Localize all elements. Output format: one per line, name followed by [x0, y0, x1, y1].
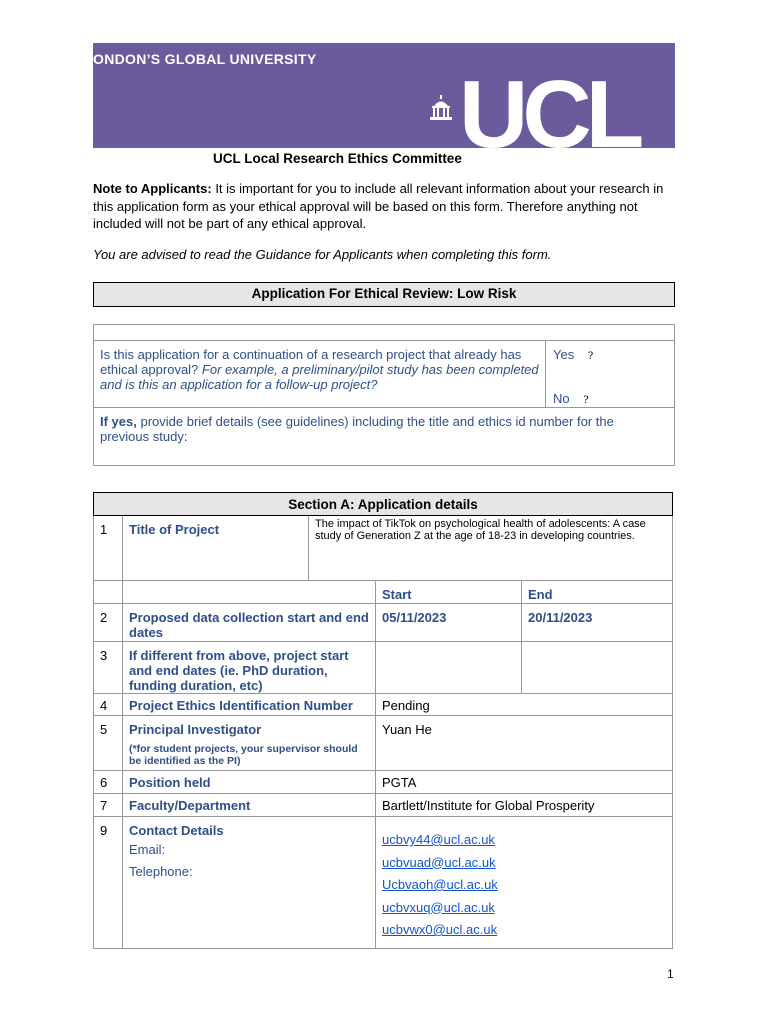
- row-number: 3: [94, 642, 123, 694]
- continuation-table: [93, 324, 675, 466]
- title-of-project-value[interactable]: The impact of TikTok on psychological health of adolescents: A case study of Generation Z at the age of 18-23 in developing countries.: [309, 516, 673, 581]
- faculty-department-label: Faculty/Department: [123, 794, 376, 817]
- alternative-dates-label: If different from above, project start and end dates (ie. PhD duration, funding duration, etc): [123, 642, 376, 694]
- committee-title: UCL Local Research Ethics Committee: [213, 151, 462, 166]
- principal-investigator-label-cell: [123, 716, 376, 771]
- section-a-header-row: [94, 493, 673, 516]
- if-yes-details: [100, 414, 660, 444]
- row-faculty-department: [94, 794, 673, 817]
- row-number: 6: [94, 771, 123, 794]
- guidance-advice: You are advised to read the Guidance for Applicants when completing this form.: [93, 247, 552, 262]
- yes-checkbox[interactable]: ?: [587, 351, 594, 362]
- email-link[interactable]: ucbvuad@ucl.ac.uk: [382, 854, 496, 870]
- email-label: Email:: [129, 842, 166, 857]
- section-a-title: Section A: Application details: [94, 493, 673, 516]
- row-principal-investigator: [94, 716, 673, 771]
- faculty-department-value[interactable]: Bartlett/Institute for Global Prosperity: [376, 794, 673, 817]
- if-yes-label: If yes,: [100, 414, 137, 429]
- ethics-id-label: Project Ethics Identification Number: [123, 694, 376, 716]
- note-text: It is important for you to include all relevant information about your research in this application form as your ethical approval will be based on this form. Therefore anything not included will not be part of any ethical approval.: [93, 181, 664, 231]
- email-link[interactable]: ucbvy44@ucl.ac.uk: [382, 832, 495, 847]
- contact-details-label-cell: [123, 817, 376, 949]
- alternative-start-value[interactable]: [376, 642, 522, 694]
- telephone-label: Telephone:: [129, 864, 193, 879]
- row-title-of-project: [94, 516, 673, 581]
- end-header: End: [522, 581, 673, 604]
- email-link[interactable]: ucbvwx0@ucl.ac.uk: [382, 922, 498, 937]
- continuation-example: For example, a preliminary/pilot study has been completed and is this an application for a follow-up project?: [100, 362, 539, 392]
- row-contact-details: [94, 817, 673, 949]
- ucl-banner: [93, 43, 675, 148]
- continuation-row-divider: [94, 407, 674, 408]
- row-ethics-id: [94, 694, 673, 716]
- section-a-table: [93, 492, 673, 949]
- continuation-empty-row: [94, 325, 674, 341]
- note-to-applicants: [93, 180, 673, 233]
- email-link[interactable]: ucbvxuq@ucl.ac.uk: [382, 899, 495, 915]
- note-label: Note to Applicants:: [93, 181, 212, 196]
- title-of-project-label: Title of Project: [123, 516, 309, 581]
- yes-label: Yes: [553, 347, 575, 362]
- if-yes-text: provide brief details (see guidelines) including the title and ethics id number for the previous study:: [100, 414, 614, 444]
- portico-dome-icon: [429, 95, 453, 121]
- row-number: 9: [94, 817, 123, 949]
- start-header: Start: [376, 581, 522, 604]
- empty-cell: [94, 581, 123, 604]
- row-number: 5: [94, 716, 123, 771]
- position-held-label: Position held: [123, 771, 376, 794]
- principal-investigator-value[interactable]: Yuan He: [376, 716, 673, 771]
- row-number: 7: [94, 794, 123, 817]
- contact-details-label: Contact Details: [129, 823, 224, 838]
- no-checkbox[interactable]: ?: [583, 395, 589, 406]
- principal-investigator-label: Principal Investigator: [129, 722, 262, 737]
- continuation-question-text: Is this application for a continuation of a research project that already has ethical approval?: [100, 347, 522, 377]
- contact-details-value: [376, 817, 673, 949]
- principal-investigator-note: (*for student projects, your supervisor should be identified as the PI): [129, 743, 358, 767]
- empty-cell: [123, 581, 376, 604]
- yes-option[interactable]: [553, 347, 593, 362]
- no-option[interactable]: [553, 391, 589, 406]
- row-alternative-dates: [94, 642, 673, 694]
- continuation-divider: [545, 341, 546, 407]
- row-number: 4: [94, 694, 123, 716]
- data-collection-dates-label: Proposed data collection start and end dates: [123, 604, 376, 642]
- no-label: No: [553, 391, 570, 406]
- row-date-headers: [94, 581, 673, 604]
- row-number: 1: [94, 516, 123, 581]
- alternative-end-value[interactable]: [522, 642, 673, 694]
- continuation-question: [100, 347, 540, 392]
- position-held-value[interactable]: PGTA: [376, 771, 673, 794]
- row-position-held: [94, 771, 673, 794]
- email-link[interactable]: Ucbvaoh@ucl.ac.uk: [382, 877, 498, 892]
- data-collection-start-value[interactable]: 05/11/2023: [376, 604, 522, 642]
- data-collection-end-value[interactable]: 20/11/2023: [522, 604, 673, 642]
- page-number: 1: [667, 967, 674, 981]
- banner-tagline: ONDON’S GLOBAL UNIVERSITY: [93, 51, 317, 67]
- row-number: 2: [94, 604, 123, 642]
- review-title: Application For Ethical Review: Low Risk: [93, 282, 675, 307]
- ethics-id-value[interactable]: Pending: [376, 694, 673, 716]
- row-data-collection-dates: [94, 604, 673, 642]
- ucl-logo: UCL: [459, 61, 639, 148]
